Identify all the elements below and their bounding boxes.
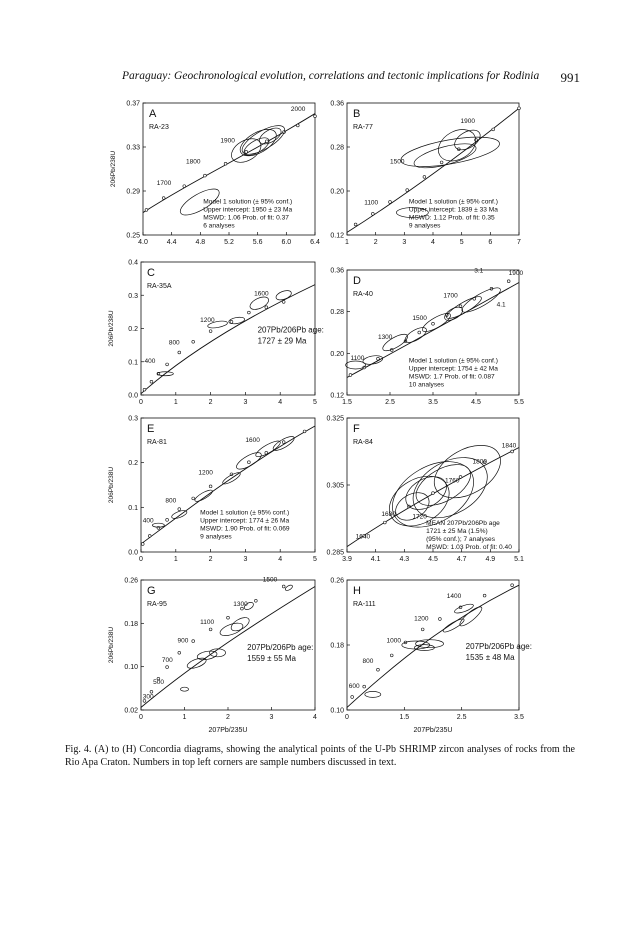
x-tick-label: 5.5 — [514, 399, 524, 406]
sample-id: RA-95 — [147, 601, 167, 608]
x-tick-label: 5.2 — [224, 239, 234, 246]
x-tick-label: 3.5 — [428, 399, 438, 406]
error-ellipse — [365, 691, 381, 697]
y-tick-label: 0.18 — [124, 620, 138, 628]
x-tick-label: 5 — [313, 399, 317, 406]
x-tick-label: 3.5 — [514, 714, 524, 721]
y-tick-label: 0.3 — [128, 292, 138, 300]
result-text: 207Pb/206Pb age: — [465, 641, 532, 651]
result-text: 10 analyses — [408, 381, 445, 389]
x-tick-label: 0 — [139, 399, 143, 406]
age-marker — [224, 162, 227, 165]
x-tick-label: 6.4 — [310, 239, 320, 246]
x-tick-label: 4 — [313, 714, 317, 721]
age-label: 1200 — [414, 615, 429, 623]
age-label: 1640 — [355, 533, 371, 541]
age-marker — [265, 306, 268, 309]
age-label: 1200 — [198, 469, 213, 477]
age-marker — [204, 174, 207, 177]
age-label: 1100 — [350, 355, 365, 362]
age-label: 1680 — [381, 510, 396, 518]
x-tick-label: 5.6 — [252, 239, 263, 246]
x-tick-label: 1 — [173, 399, 178, 406]
result-text: 9 analyses — [200, 533, 232, 541]
result-text: Upper intercept: 1839 ± 33 Ma — [408, 206, 498, 214]
result-text: 6 analyses — [203, 222, 235, 230]
page-number: 991 — [560, 70, 580, 85]
age-marker — [166, 666, 169, 669]
result-text: Model 1 solution (± 95% conf.) — [408, 357, 498, 365]
y-tick-label: 0.3 — [128, 415, 138, 423]
x-tick-label: 4 — [278, 399, 283, 406]
y-tick-label: 0.10 — [330, 707, 344, 715]
error-ellipse — [454, 602, 475, 614]
age-marker — [349, 374, 352, 377]
age-marker — [247, 311, 250, 314]
age-label: 500 — [153, 679, 165, 686]
panel-a — [110, 101, 320, 247]
age-label: 1720 — [412, 513, 427, 521]
y-tick-label: 0.33 — [126, 144, 140, 152]
y-tick-label: 0.29 — [126, 188, 140, 196]
age-marker — [314, 115, 317, 118]
age-marker — [192, 340, 195, 343]
age-marker — [265, 140, 268, 143]
age-label: 2000 — [290, 105, 306, 113]
x-axis-label: 207Pb/235U — [413, 727, 453, 734]
age-marker — [303, 430, 306, 433]
panel-letter: H — [353, 585, 361, 597]
result-text: MSWD: 1.90 Prob. of fit: 0.069 — [200, 525, 290, 533]
sample-id: RA-111 — [353, 601, 376, 608]
age-marker — [162, 197, 165, 200]
result-text: 207Pb/206Pb age: — [247, 643, 314, 653]
y-axis-label: 206Pb/238U — [108, 466, 115, 504]
age-marker — [459, 476, 462, 479]
age-label: 1500 — [390, 158, 405, 166]
age-label: 300 — [142, 693, 154, 701]
x-tick-label: 2 — [208, 556, 213, 563]
panel-h — [330, 578, 532, 735]
panel-letter: E — [147, 423, 155, 435]
y-tick-label: 0.20 — [330, 350, 344, 358]
age-marker — [282, 441, 285, 444]
age-marker — [507, 280, 510, 283]
age-label: 700 — [161, 656, 173, 664]
y-tick-label: 0.36 — [330, 100, 344, 108]
sample-id: RA-40 — [353, 291, 373, 298]
x-tick-label: 4.8 — [195, 239, 206, 246]
age-marker — [178, 508, 181, 511]
age-marker — [282, 585, 285, 588]
age-label: 1600 — [245, 437, 260, 445]
result-text: Model 1 solution (± 95% conf.) — [203, 198, 293, 206]
age-marker — [178, 651, 181, 654]
y-tick-label: 0.12 — [330, 232, 344, 240]
age-label: 800 — [168, 339, 180, 347]
age-marker — [166, 518, 169, 521]
age-label: 1840 — [501, 442, 517, 450]
age-marker — [143, 388, 146, 391]
age-label: 1700 — [443, 292, 458, 300]
y-tick-label: 0.20 — [330, 188, 344, 196]
age-label: 3.1 — [474, 267, 484, 275]
age-marker — [145, 209, 148, 212]
age-marker — [354, 223, 357, 226]
x-tick-label: 5 — [459, 239, 464, 246]
x-tick-label: 4.7 — [456, 556, 467, 563]
sample-id: RA-81 — [147, 439, 167, 446]
panel-g — [108, 576, 317, 734]
x-tick-label: 2 — [226, 714, 230, 721]
y-axis-label: 206Pb/238U — [110, 150, 117, 188]
x-tick-label: 2.5 — [385, 399, 395, 406]
result-text: 9 analyses — [408, 222, 441, 230]
result-text: Upper intercept: 1950 ± 23 Ma — [203, 206, 293, 214]
age-marker — [178, 351, 181, 354]
age-label: 1500 — [412, 315, 427, 322]
sample-id: RA-84 — [353, 439, 373, 446]
age-label: 1100 — [364, 199, 379, 207]
y-tick-label: 0.325 — [326, 415, 344, 423]
error-ellipse — [181, 687, 189, 691]
result-text: 1559 ± 55 Ma — [247, 654, 297, 664]
result-text: 1727 ± 29 Ma — [257, 336, 307, 346]
age-label: 1900 — [460, 117, 475, 125]
age-marker — [518, 107, 521, 110]
age-marker — [227, 616, 230, 619]
result-text: Model 1 solution (± 95% conf.) — [200, 509, 290, 517]
age-label: 1100 — [200, 619, 215, 627]
age-marker — [166, 363, 169, 366]
age-label: 900 — [177, 637, 189, 645]
panel-letter: C — [147, 267, 155, 279]
age-marker — [390, 654, 393, 657]
age-label: 4.1 — [496, 301, 506, 309]
age-label: 1700 — [156, 179, 172, 187]
panel-c — [108, 260, 324, 407]
age-marker — [363, 685, 366, 688]
error-ellipse — [425, 435, 509, 509]
error-ellipse — [399, 131, 502, 172]
y-tick-label: 0.4 — [128, 259, 138, 267]
x-tick-label: 2.5 — [456, 714, 467, 721]
age-label: 600 — [348, 682, 360, 690]
age-marker — [371, 212, 374, 215]
panel-b — [330, 101, 521, 247]
age-label: 1300 — [233, 601, 248, 608]
x-tick-label: 3.9 — [342, 556, 352, 563]
y-tick-label: 0.285 — [326, 549, 344, 557]
sample-id: RA-23 — [149, 124, 169, 131]
panel-letter: D — [353, 275, 361, 287]
x-tick-label: 4 — [278, 556, 283, 563]
age-marker — [418, 331, 421, 334]
x-axis-label: 207Pb/235U — [208, 727, 248, 734]
y-axis-label: 206Pb/238U — [108, 626, 115, 664]
x-tick-label: 4.1 — [370, 556, 381, 563]
result-text: 207Pb/206Pb age: — [257, 325, 324, 335]
x-tick-label: 1 — [182, 714, 187, 721]
age-label: 1600 — [254, 290, 269, 298]
y-tick-label: 0.28 — [330, 144, 344, 152]
x-tick-label: 3 — [243, 556, 248, 563]
age-marker — [389, 201, 392, 204]
y-tick-label: 0.28 — [330, 309, 344, 317]
error-ellipse — [197, 650, 218, 661]
running-title: Paraguay: Geochronological evolution, correlations and tectonic implications for Rodinia — [122, 70, 540, 82]
age-marker — [421, 628, 424, 631]
error-ellipse — [284, 584, 293, 591]
y-tick-label: 0.1 — [128, 504, 138, 512]
x-tick-label: 5 — [313, 556, 317, 563]
age-marker — [423, 176, 426, 179]
result-text: MSWD: 1.03 Prob. of fit: 0.40 — [426, 544, 512, 552]
x-tick-label: 0 — [139, 714, 143, 721]
x-tick-label: 5.1 — [514, 556, 524, 563]
y-tick-label: 0.1 — [128, 359, 138, 367]
panel-f — [326, 416, 524, 564]
age-label: 1400 — [446, 593, 462, 601]
age-marker — [247, 461, 250, 464]
x-tick-label: 1 — [173, 556, 178, 563]
age-label: 1800 — [472, 458, 488, 466]
age-label: 1760 — [445, 477, 460, 485]
age-marker — [511, 450, 514, 453]
y-tick-label: 0.2 — [128, 326, 138, 333]
age-marker — [432, 322, 435, 325]
panel-letter: B — [353, 108, 361, 120]
result-text: MEAN 207Pb/206Pb age — [426, 520, 500, 528]
figure-caption: Fig. 4. (A) to (H) Concordia diagrams, showing the analytical points of the U-Pb SHRIMP zircon analyses of rocks from the Rio Apa Craton. Numbers in top left corners are sample numbers discussed in text. — [65, 744, 575, 768]
sample-id: RA-77 — [353, 124, 373, 131]
x-tick-label: 1.5 — [399, 714, 410, 721]
age-marker — [245, 150, 248, 153]
age-marker — [432, 492, 435, 495]
error-ellipse — [412, 139, 478, 173]
x-tick-label: 2 — [208, 399, 213, 406]
age-marker — [192, 497, 195, 500]
x-tick-label: 6.0 — [281, 239, 292, 246]
y-tick-label: 0.10 — [124, 664, 138, 672]
error-ellipse — [275, 289, 293, 302]
error-ellipse — [193, 488, 213, 503]
age-label: 800 — [362, 658, 374, 666]
x-tick-label: 6 — [488, 239, 493, 246]
x-tick-label: 3 — [402, 239, 407, 246]
age-marker — [209, 485, 212, 488]
y-tick-label: 0.2 — [128, 460, 138, 468]
result-text: MSWD: 1.7 Prob. of fit: 0.087 — [408, 373, 495, 381]
y-tick-label: 0.305 — [326, 482, 344, 490]
x-tick-label: 1.5 — [342, 399, 352, 406]
y-tick-label: 0.26 — [330, 577, 344, 585]
y-tick-label: 0.25 — [126, 232, 140, 240]
age-marker — [230, 320, 233, 323]
age-marker — [192, 640, 195, 643]
result-text: MSWD: 1.12 Prob. of fit: 0.35 — [408, 214, 495, 222]
x-tick-label: 3 — [269, 714, 274, 721]
age-label: 1500 — [262, 576, 278, 584]
age-label: 1900 — [220, 137, 235, 145]
y-tick-label: 0.12 — [330, 392, 344, 400]
result-text: Upper intercept: 1774 ± 26 Ma — [200, 517, 290, 525]
result-text: 1721 ± 25 Ma (1.5%) — [426, 528, 488, 536]
age-marker — [209, 628, 212, 631]
age-label: 1200 — [200, 316, 215, 324]
age-marker — [492, 128, 495, 131]
age-marker — [406, 189, 409, 192]
panel-letter: F — [353, 423, 360, 435]
age-marker — [440, 161, 443, 164]
age-marker — [148, 535, 151, 538]
x-tick-label: 4.0 — [138, 239, 148, 246]
age-marker — [438, 618, 441, 621]
y-tick-label: 0.02 — [124, 707, 138, 715]
age-marker — [183, 185, 186, 188]
y-tick-label: 0.0 — [128, 392, 138, 400]
error-ellipse — [346, 361, 366, 369]
age-marker — [483, 594, 486, 597]
panel-d — [330, 268, 524, 407]
x-tick-label: 4.5 — [471, 399, 481, 406]
x-tick-label: 0 — [139, 556, 143, 563]
result-text: MSWD: 1.06 Prob. of fit: 0.37 — [203, 214, 289, 222]
age-label: 1900 — [508, 270, 524, 277]
age-label: 1800 — [186, 158, 201, 166]
age-marker — [511, 584, 514, 587]
result-text: (95% conf.); 7 analyses — [426, 536, 496, 544]
age-marker — [351, 696, 354, 699]
error-ellipse — [229, 615, 251, 634]
age-label: 400 — [144, 358, 156, 366]
x-tick-label: 0 — [345, 714, 349, 721]
error-ellipse — [409, 456, 477, 514]
age-marker — [254, 599, 257, 602]
age-marker — [150, 380, 153, 383]
x-tick-label: 2 — [373, 239, 378, 246]
result-text: 1535 ± 48 Ma — [465, 652, 515, 662]
x-tick-label: 4.4 — [166, 239, 177, 246]
x-tick-label: 1 — [345, 239, 349, 246]
x-tick-label: 3 — [243, 399, 248, 406]
age-marker — [383, 521, 386, 524]
age-marker — [209, 330, 212, 333]
x-tick-label: 4.5 — [428, 556, 438, 563]
result-text: Upper intercept: 1754 ± 42 Ma — [408, 365, 498, 373]
panel-letter: A — [149, 108, 157, 120]
panel-e — [108, 416, 317, 564]
sample-id: RA-35A — [147, 283, 172, 290]
age-label: 1300 — [377, 333, 393, 341]
age-marker — [141, 543, 144, 546]
result-text: Model 1 solution (± 95% conf.) — [408, 198, 498, 206]
y-tick-label: 0.37 — [126, 100, 140, 108]
age-label: 800 — [165, 497, 177, 505]
y-tick-label: 0.0 — [128, 549, 138, 557]
panel-letter: G — [147, 585, 156, 597]
y-tick-label: 0.18 — [330, 642, 344, 650]
age-marker — [377, 357, 380, 360]
age-marker — [296, 124, 299, 127]
age-marker — [282, 301, 285, 304]
x-tick-label: 7 — [517, 239, 521, 246]
y-tick-label: 0.26 — [124, 577, 138, 585]
age-label: 1000 — [386, 637, 402, 645]
x-tick-label: 4.9 — [485, 556, 496, 563]
y-tick-label: 0.36 — [330, 267, 344, 275]
x-tick-label: 4 — [431, 239, 435, 246]
y-axis-label: 206Pb/238U — [108, 310, 115, 347]
age-marker — [377, 668, 380, 671]
age-label: 400 — [142, 517, 154, 525]
error-ellipse — [186, 656, 208, 670]
x-tick-label: 4.3 — [399, 556, 410, 563]
